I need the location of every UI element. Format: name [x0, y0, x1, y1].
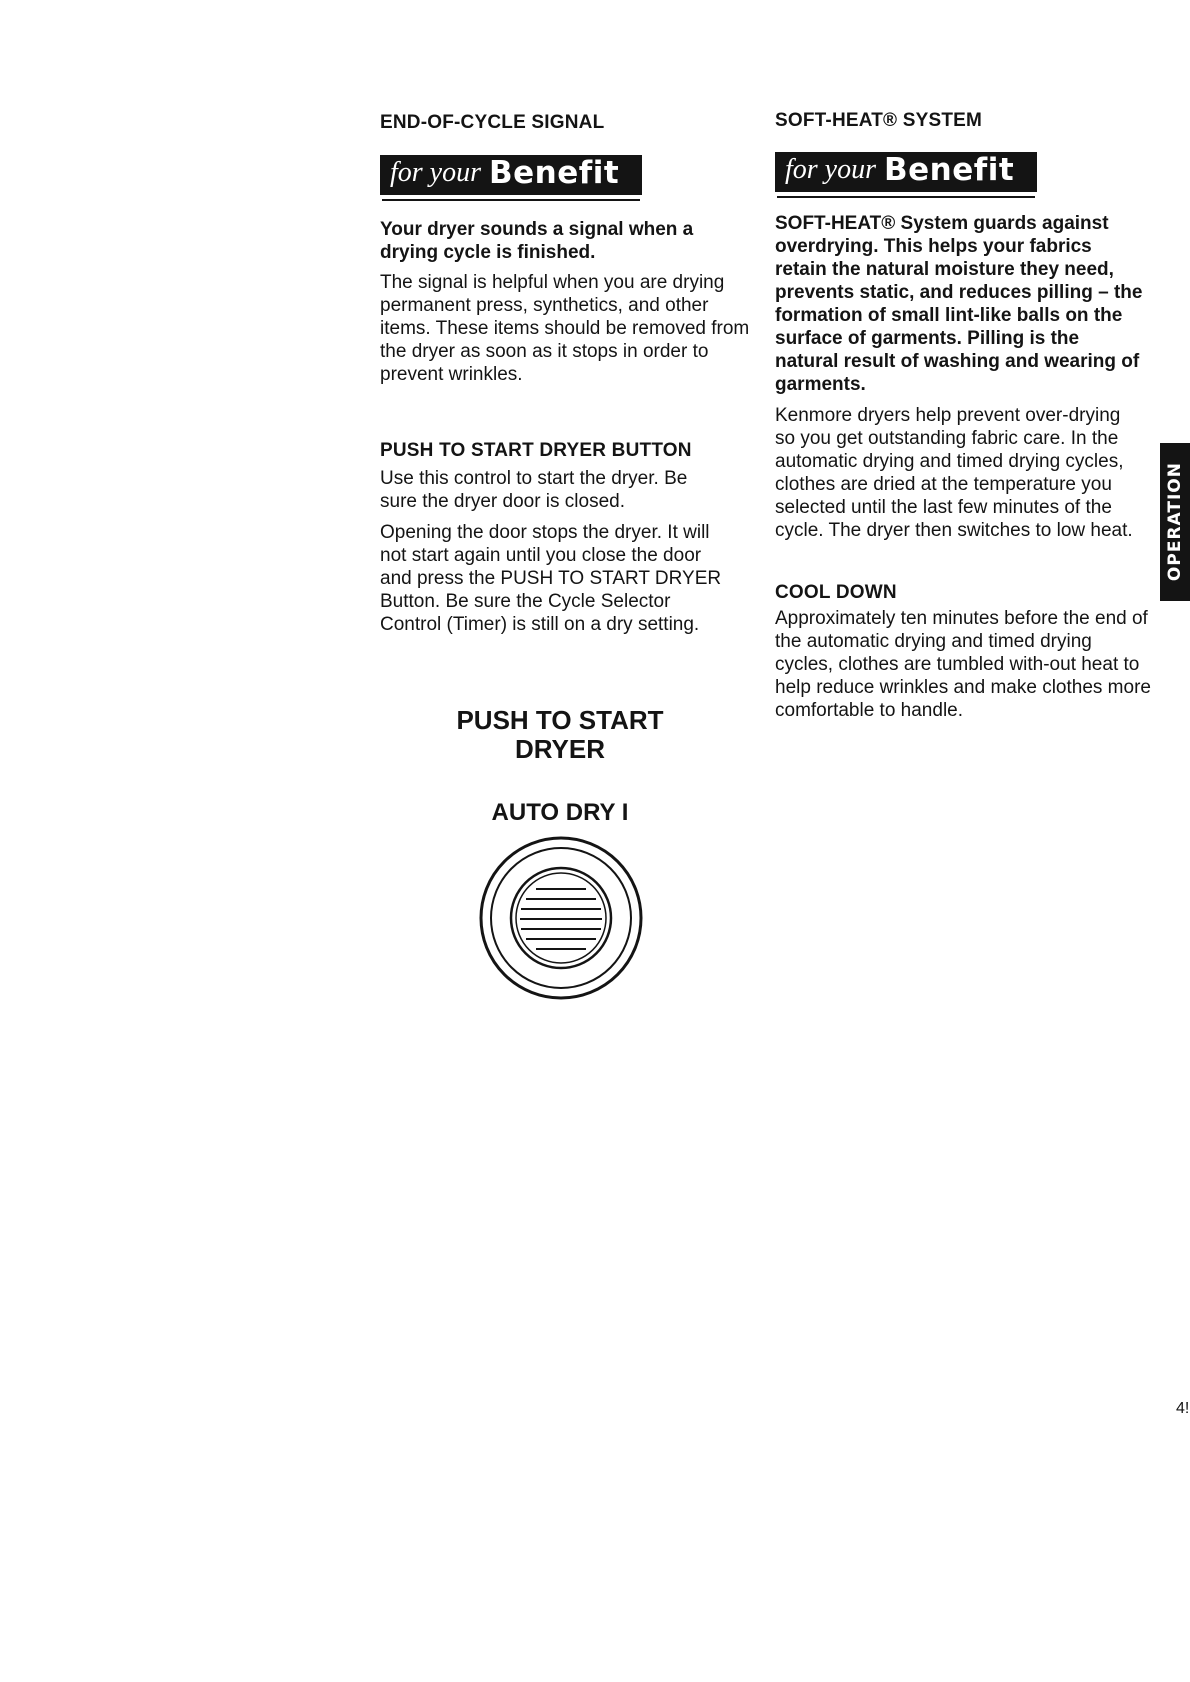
benefit-script: for your — [390, 157, 481, 188]
end-of-cycle-lead: Your dryer sounds a signal when a drying cycle is finished. — [380, 219, 694, 263]
illustration-subtitle: AUTO DRY I — [491, 799, 629, 826]
soft-heat-body: Kenmore dryers help prevent over-drying so you get outstanding fabric care. In the automatic drying and timed drying cycles, clothes are dried at the temperature you selected until the last few minutes of the cycle. The dryer then switches to low heat. — [775, 405, 1133, 541]
end-of-cycle-heading: END-OF-CYCLE SIGNAL — [380, 112, 605, 133]
push-to-start-body2: Opening the door stops the dryer. It will not start again until you close the door and press the PUSH TO START DRYER Button. Be sure the Cycle Selector Control (Timer) is still on a dry setting. — [380, 522, 722, 635]
benefit-word: Benefit — [884, 152, 1015, 188]
benefit-banner — [380, 155, 642, 195]
page-number: 4! — [1176, 1400, 1190, 1417]
cool-down-heading: COOL DOWN — [775, 582, 897, 603]
benefit-script: for your — [785, 154, 876, 185]
benefit-word: Benefit — [489, 155, 620, 191]
benefit-banner — [775, 152, 1037, 192]
end-of-cycle-body: The signal is helpful when you are drying permanent press, synthetics, and other items. These items should be removed from the dryer as soon as it stops in order to prevent wrinkles. — [380, 272, 750, 385]
illustration-title: PUSH TO START DRYER — [456, 705, 664, 764]
cool-down-body: Approximately ten minutes before the end of the automatic drying and timed drying cycles, clothes are tumbled with-out heat to help reduce wrinkles and make clothes more comfortable to handle. — [775, 608, 1151, 721]
operation-side-tab — [1160, 443, 1190, 601]
push-to-start-heading: PUSH TO START DRYER BUTTON — [380, 440, 692, 461]
start-button-illustration — [476, 834, 646, 1002]
soft-heat-lead: SOFT-HEAT® System guards against overdrying. This helps your fabrics retain the natural moisture they need, prevents static, and reduces pilling – the formation of small lint-like balls on the surface of garments. Pilling is the natural result of washing and wearing of garments. — [775, 213, 1143, 395]
soft-heat-heading: SOFT-HEAT® SYSTEM — [775, 110, 983, 131]
side-tab-label: OPERATION — [1165, 462, 1185, 582]
push-to-start-body1: Use this control to start the dryer. Be sure the dryer door is closed. — [380, 468, 688, 512]
